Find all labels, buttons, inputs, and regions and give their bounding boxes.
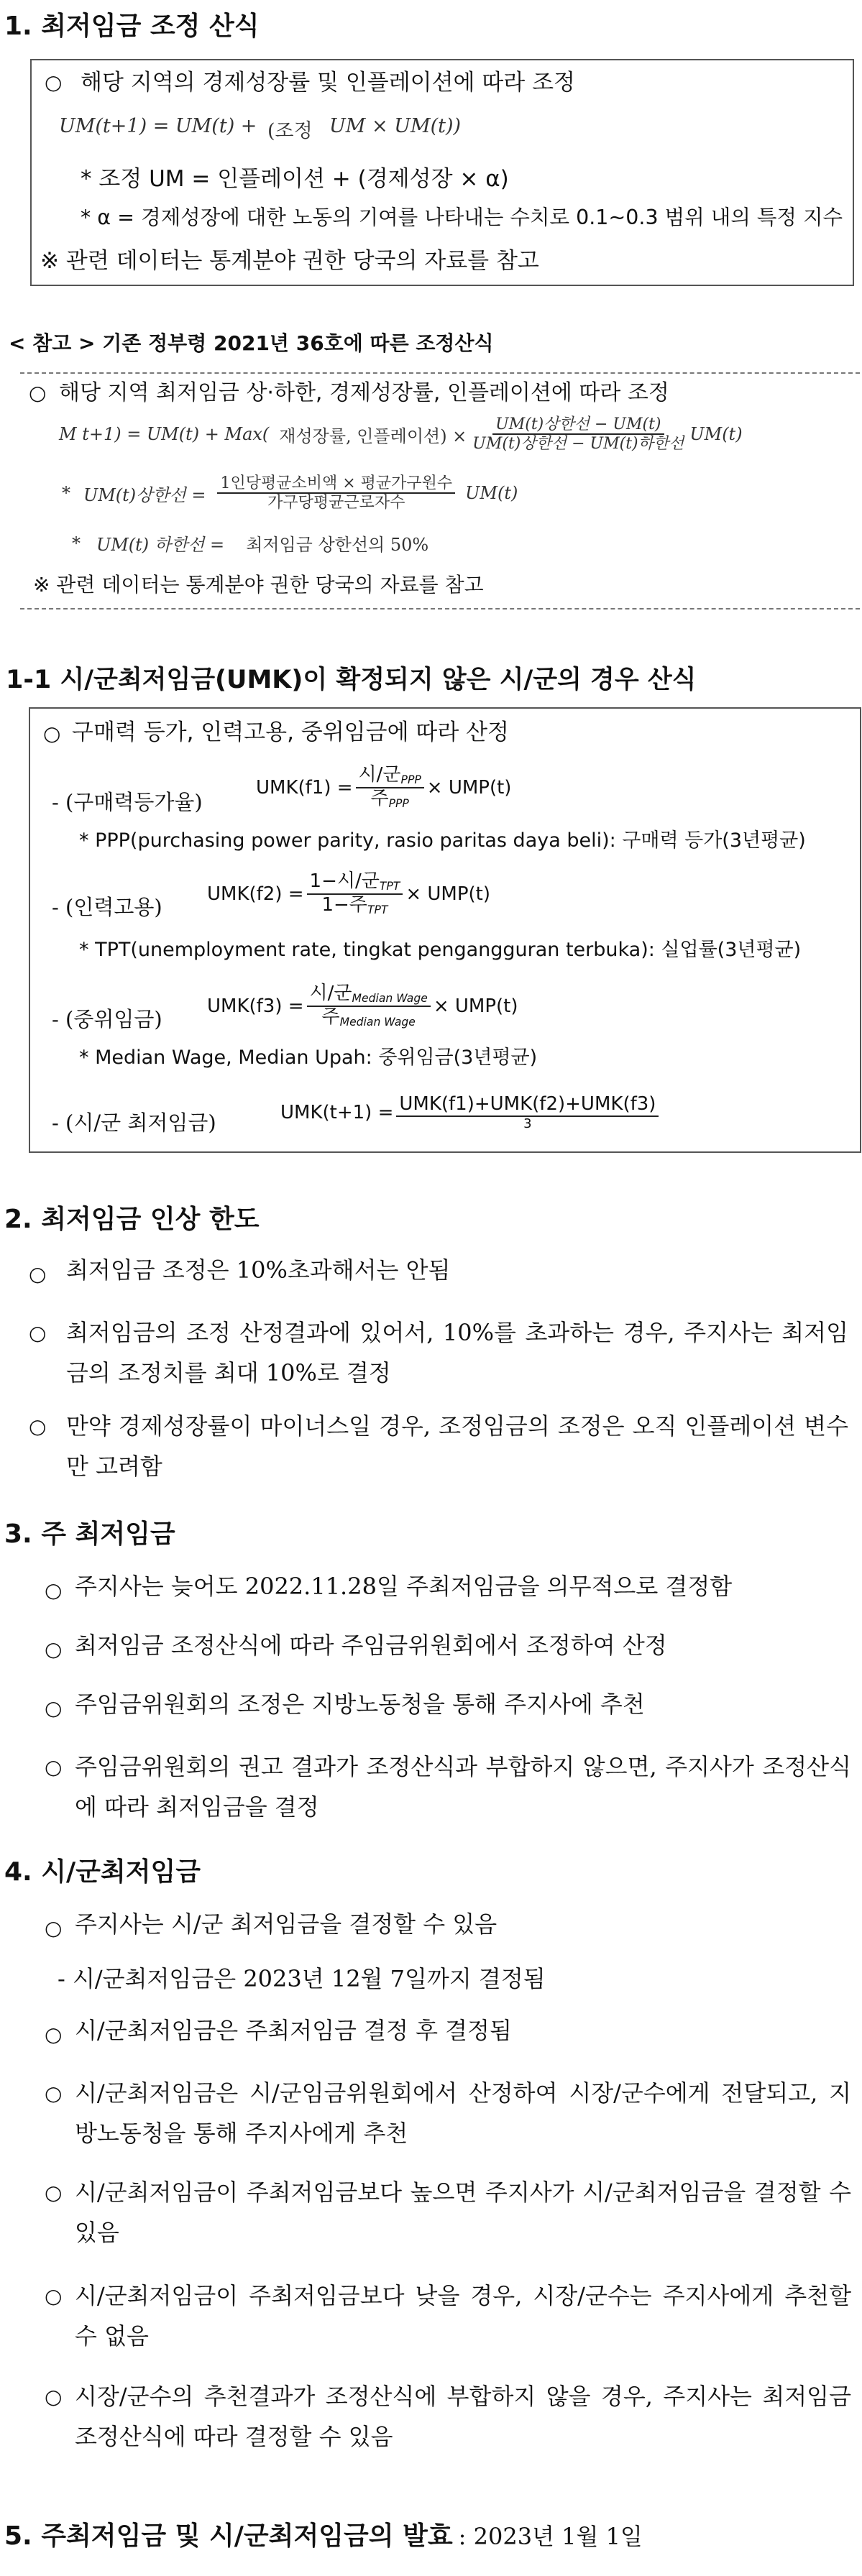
s1-formula-rhs-b: UM × UM(t)) (329, 115, 462, 137)
upper-bound-tail: UM(t) (465, 483, 518, 504)
s2-item: 만약 경제성장률이 마이너스일 경우, 조정임금의 조정은 오직 인플레이션 변수만 고려함 (66, 1412, 848, 1480)
reference-title: < 참고 > 기존 정부령 2021년 36호에 따른 조정산식 (9, 331, 494, 355)
f1-fraction (356, 765, 424, 811)
bullet-circle: ○ (45, 1755, 63, 1779)
f1-tail: × UMP(t) (426, 776, 512, 799)
section-5-date: : 2023년 1월 1일 (458, 2523, 643, 2550)
s1-formula-rhs-a: (조정 (267, 120, 313, 142)
ref-formula-main (59, 415, 743, 454)
f3-numerator-sub: Median Wage (352, 991, 428, 1005)
s11-note-median: * Median Wage, Median Upah: 중위임금(3년평균) (79, 1046, 538, 1069)
f1-numerator-sub: PPP (400, 773, 421, 786)
s11-label-median: - (중위임금) (52, 1007, 162, 1031)
asterisk: * (62, 483, 70, 504)
bullet-circle: ○ (29, 381, 47, 405)
bullet-circle: ○ (45, 70, 63, 94)
f4-numerator: UMK(f1)+UMK(f2)+UMK(f3) (396, 1094, 659, 1117)
section-3-title: 3. 주 최저임금 (4, 1519, 175, 1549)
s4-item: 시/군최저임금은 주최저임금 결정 후 결정됨 (75, 2017, 512, 2044)
lower-bound-label: UM(t) 하한선 = (96, 535, 225, 555)
section-1-title: 1. 최저임금 조정 산식 (4, 12, 260, 41)
bullet-circle: ○ (45, 1696, 63, 1720)
reference-bottom-rule (20, 608, 860, 610)
f3-lhs: UMK(f3) = (207, 995, 304, 1017)
bullet-circle: ○ (43, 722, 61, 745)
f4-denominator: 3 (523, 1116, 532, 1131)
bullet-circle: ○ (45, 1916, 63, 1940)
bullet-circle: ○ (45, 2082, 63, 2105)
ref-formula-denominator: UM(t)상한선 − UM(t)하한선 (472, 435, 684, 454)
bullet-circle: ○ (29, 1262, 47, 1286)
s11-note-ppp: * PPP(purchasing power parity, rasio paritas daya beli): 구매력 등가(3년평균) (79, 829, 806, 852)
f4-fraction (396, 1094, 659, 1132)
bullet-circle: ○ (45, 1578, 63, 1602)
bullet-circle: ○ (45, 2385, 63, 2409)
s2-item: 최저임금의 조정 산정결과에 있어서, 10%를 초과하는 경우, 주지사는 최저임금의 조정치를 최대 10%로 결정 (66, 1319, 848, 1386)
s4-item: 시/군최저임금은 시/군임금위원회에서 산정하여 시장/군수에게 전달되고, 지방노동청을 통해 주지사에게 추천 (75, 2079, 851, 2147)
s4-item: 시/군최저임금이 주최저임금보다 높으면 주지사가 시/군최저임금을 결정할 수 있음 (75, 2179, 851, 2246)
f3-denominator: 주 (321, 1006, 340, 1028)
lower-bound-value: 최저임금 상한선의 50% (246, 535, 429, 555)
s11-note-tpt: * TPT(unemployment rate, tingkat pengangguran terbuka): 실업률(3년평균) (79, 939, 802, 961)
f2-fraction (307, 871, 403, 917)
s1-note-1: * 조정 UM = 인플레이션 + (경제성장 × α) (81, 166, 509, 192)
formula-f2 (207, 871, 490, 917)
f1-numerator: 시/군 (358, 764, 401, 786)
f1-denominator-sub: PPP (388, 796, 409, 810)
section-5-line (4, 2516, 643, 2552)
f3-denominator-sub: Median Wage (339, 1015, 416, 1029)
bullet-circle: ○ (29, 1321, 47, 1345)
s1-note-2: * α = 경제성장에 대한 노동의 기여를 나타내는 수치로 0.1~0.3 범위 내의 특정 지수 (81, 206, 843, 229)
ref-formula-numerator: UM(t)상한선 − UM(t) (492, 415, 664, 435)
f1-denominator: 주 (370, 787, 389, 809)
formula-f3 (207, 983, 518, 1029)
s4-item: 시장/군수의 추천결과가 조정산식에 부합하지 않을 경우, 주지사는 최저임금 조정산식에 따라 결정할 수 있음 (75, 2383, 851, 2450)
f2-numerator: 1−시/군 (309, 870, 380, 892)
section-4-title: 4. 시/군최저임금 (4, 1857, 201, 1887)
f3-fraction (307, 983, 431, 1029)
bullet-circle: ○ (45, 2284, 63, 2308)
f2-denominator: 1−주 (321, 893, 367, 916)
f3-tail: × UMP(t) (433, 995, 518, 1017)
bullet-circle: ○ (45, 1637, 63, 1661)
s11-item: 구매력 등가, 인력고용, 중위임금에 따라 산정 (72, 719, 510, 745)
s1-item: 해당 지역의 경제성장률 및 인플레이션에 따라 조정 (81, 70, 575, 96)
asterisk: * (72, 533, 81, 553)
formula-f4 (280, 1094, 661, 1132)
upper-bound-numerator: 1인당평균소비액 × 평균가구원수 (217, 474, 455, 494)
ref-formula-tail: UM(t) (689, 424, 743, 445)
upper-bound-denominator: 가구당평균근로자수 (267, 494, 405, 512)
f2-denominator-sub: TPT (367, 903, 388, 916)
s3-item: 최저임금 조정산식에 따라 주임금위원회에서 조정하여 산정 (75, 1632, 667, 1659)
formula-f1 (256, 765, 511, 811)
reference-top-rule (20, 372, 860, 374)
s11-label-tpt: - (인력고용) (52, 895, 162, 919)
ref-formula-fraction (469, 415, 687, 454)
ref-formula-mid: 재성장률, 인플레이션) × (279, 426, 467, 446)
f4-lhs: UMK(t+1) = (280, 1102, 394, 1124)
section-2-title: 2. 최저임금 인상 한도 (4, 1205, 260, 1234)
s3-item: 주임금위원회의 권고 결과가 조정산식과 부합하지 않으면, 주지사가 조정산식에 따라 최저임금을 결정 (75, 1753, 851, 1821)
s11-label-city: - (시/군 최저임금) (52, 1110, 216, 1135)
ref-upper-bound-formula (62, 474, 518, 512)
s3-item: 주지사는 늦어도 2022.11.28일 주최저임금을 의무적으로 결정함 (75, 1573, 733, 1600)
f3-numerator: 시/군 (309, 983, 352, 1004)
section-1-1-title: 1-1 시/군최저임금(UMK)이 확정되지 않은 시/군의 경우 산식 (6, 666, 697, 694)
f2-lhs: UMK(f2) = (207, 883, 304, 905)
ref-formula-lhs: M t+1) = UM(t) + Max( (59, 424, 270, 445)
f1-lhs: UMK(f1) = (256, 776, 353, 799)
ref-item: 해당 지역 최저임금 상·하한, 경제성장률, 인플레이션에 따라 조정 (59, 380, 669, 405)
s4-item: 주지사는 시/군 최저임금을 결정할 수 있음 (75, 1910, 498, 1938)
section-5-title: 5. 주최저임금 및 시/군최저임금의 발효 (4, 2521, 453, 2551)
s11-label-ppp: - (구매력등가율) (52, 790, 203, 814)
s4-item: 시/군최저임금이 주최저임금보다 낮을 경우, 시장/군수는 주지사에게 추천할 수 없음 (75, 2282, 851, 2350)
upper-bound-label: UM(t)상한선 = (83, 484, 206, 505)
s2-item: 최저임금 조정은 10%초과해서는 안됨 (66, 1256, 451, 1284)
f2-numerator-sub: TPT (379, 879, 400, 893)
f2-tail: × UMP(t) (405, 883, 491, 905)
bullet-circle: ○ (29, 1414, 47, 1438)
upper-bound-fraction (217, 474, 455, 512)
s3-item: 주임금위원회의 조정은 지방노동청을 통해 주지사에 추천 (75, 1690, 645, 1718)
ref-lower-bound-formula (72, 530, 428, 556)
s4-subitem: - 시/군최저임금은 2023년 12월 7일까지 결정됨 (58, 1965, 546, 1992)
ref-source-note: ※ 관련 데이터는 통계분야 권한 당국의 자료를 참고 (33, 573, 484, 597)
bullet-circle: ○ (45, 2181, 63, 2204)
s1-reference-note: ※ 관련 데이터는 통계분야 권한 당국의 자료를 참고 (40, 248, 539, 274)
bullet-circle: ○ (45, 2023, 63, 2046)
s1-formula-lhs: UM(t+1) = UM(t) + (59, 115, 257, 137)
